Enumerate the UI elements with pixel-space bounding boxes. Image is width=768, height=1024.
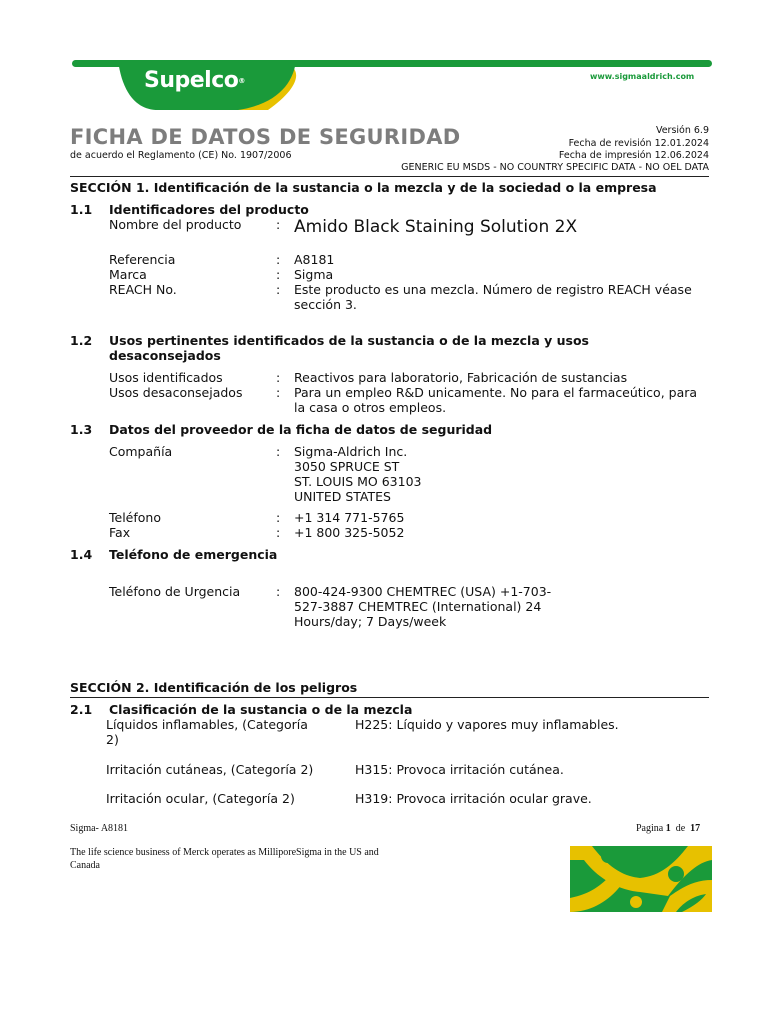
identified-uses-value: Reactivos para laboratorio, Fabricación de sustancias [294,370,628,385]
section-1-heading: SECCIÓN 1. Identificación de la sustancia o la mezcla y de la sociedad o la empresa [70,180,657,195]
generic-note: GENERIC EU MSDS - NO COUNTRY SPECIFIC DATA - NO OEL DATA [401,162,709,173]
hazard-statement: H319: Provoca irritación ocular grave. [355,791,592,806]
revision-date: Fecha de revisión 12.01.2024 [568,138,709,149]
emergency-phone-label: Teléfono de Urgencia [109,584,241,599]
reference-value: A8181 [294,252,335,267]
page-total: 17 [690,823,701,834]
supelco-logo [118,52,318,114]
reach-value-line: Este producto es una mezcla. Número de registro REACH véase [294,282,692,297]
section-divider [70,176,709,177]
brand-value: Sigma [294,267,334,282]
version-text: Versión 6.9 [655,125,709,136]
subsection-title: Teléfono de emergencia [109,547,278,562]
colon-separator: : [276,217,281,232]
brand-label: Marca [109,267,147,282]
discouraged-uses-label: Usos desaconsejados [109,385,243,400]
colon-separator: : [276,525,281,540]
colon-separator: : [276,385,281,400]
subsection-number: 1.3 [70,422,93,437]
subsection-title: Datos del proveedor de la ficha de datos de seguridad [109,422,493,437]
product-name-label: Nombre del producto [109,217,242,232]
company-line: ST. LOUIS MO 63103 [294,474,422,489]
identified-uses-label: Usos identificados [109,370,223,385]
colon-separator: : [276,252,281,267]
colon-separator: : [276,370,281,385]
discouraged-uses-line: Para un empleo R&D unicamente. No para el farmaceútico, para [294,385,698,400]
logo-wordmark: Supelco® [144,68,245,93]
website-link[interactable]: www.sigmaaldrich.com [590,72,695,81]
footer-note-line: The life science business of Merck operates as MilliporeSigma in the US and [70,847,379,858]
subsection-number: 1.2 [70,333,93,348]
colon-separator: : [276,444,281,459]
page-of: de [675,823,686,834]
fax-value: +1 800 325-5052 [294,525,405,540]
colon-separator: : [276,267,281,282]
section-divider [70,697,709,698]
colon-separator: : [276,282,281,297]
company-line: UNITED STATES [294,489,391,504]
hazard-statement: H225: Líquido y vapores muy inflamables. [355,717,619,732]
subsection-number: 1.1 [70,202,93,217]
phone-label: Teléfono [109,510,161,525]
company-line: 3050 SPRUCE ST [294,459,400,474]
footer-note-line: Canada [70,860,100,871]
phone-value: +1 314 771-5765 [294,510,405,525]
discouraged-uses-line: la casa o otros empleos. [294,400,447,415]
reference-label: Referencia [109,252,176,267]
subsection-title-line: desaconsejados [109,348,221,363]
reach-value-line: sección 3. [294,297,357,312]
footer-reference: Sigma- A8181 [70,823,129,834]
subsection-title: Identificadores del producto [109,202,309,217]
hazard-statement: H315: Provoca irritación cutánea. [355,762,564,777]
product-name-value: Amido Black Staining Solution 2X [294,217,578,237]
hazard-class-line: 2) [106,732,119,747]
subsection-number: 1.4 [70,547,93,562]
emergency-phone-line: 800-424-9300 CHEMTREC (USA) +1-703- [294,584,552,599]
hazard-class-line: Irritación ocular, (Categoría 2) [106,791,295,806]
document-title: FICHA DE DATOS DE SEGURIDAD [70,125,461,149]
reach-label: REACH No. [109,282,177,297]
page-prefix: Pagina [636,823,664,834]
merck-logo [570,846,712,912]
company-label: Compañía [109,444,173,459]
subsection-title: Clasificación de la sustancia o de la mezcla [109,702,413,717]
subsection-number: 2.1 [70,702,93,717]
section-2-heading: SECCIÓN 2. Identificación de los peligros [70,680,358,695]
merck-logo-shape [570,846,712,912]
colon-separator: : [276,584,281,599]
emergency-phone-line: 527-3887 CHEMTREC (International) 24 [294,599,542,614]
hazard-class-line: Líquidos inflamables, (Categoría [106,717,308,732]
subsection-title-line: Usos pertinentes identificados de la sustancia o de la mezcla y usos [109,333,589,348]
page-indicator [636,823,700,834]
hazard-class-line: Irritación cutáneas, (Categoría 2) [106,762,314,777]
print-date: Fecha de impresión 12.06.2024 [558,150,709,161]
page-current: 1 [665,823,671,834]
document-subtitle: de acuerdo el Reglamento (CE) No. 1907/2006 [70,150,292,161]
colon-separator: : [276,510,281,525]
emergency-phone-line: Hours/day; 7 Days/week [294,614,447,629]
company-line: Sigma-Aldrich Inc. [294,444,408,459]
fax-label: Fax [109,525,131,540]
